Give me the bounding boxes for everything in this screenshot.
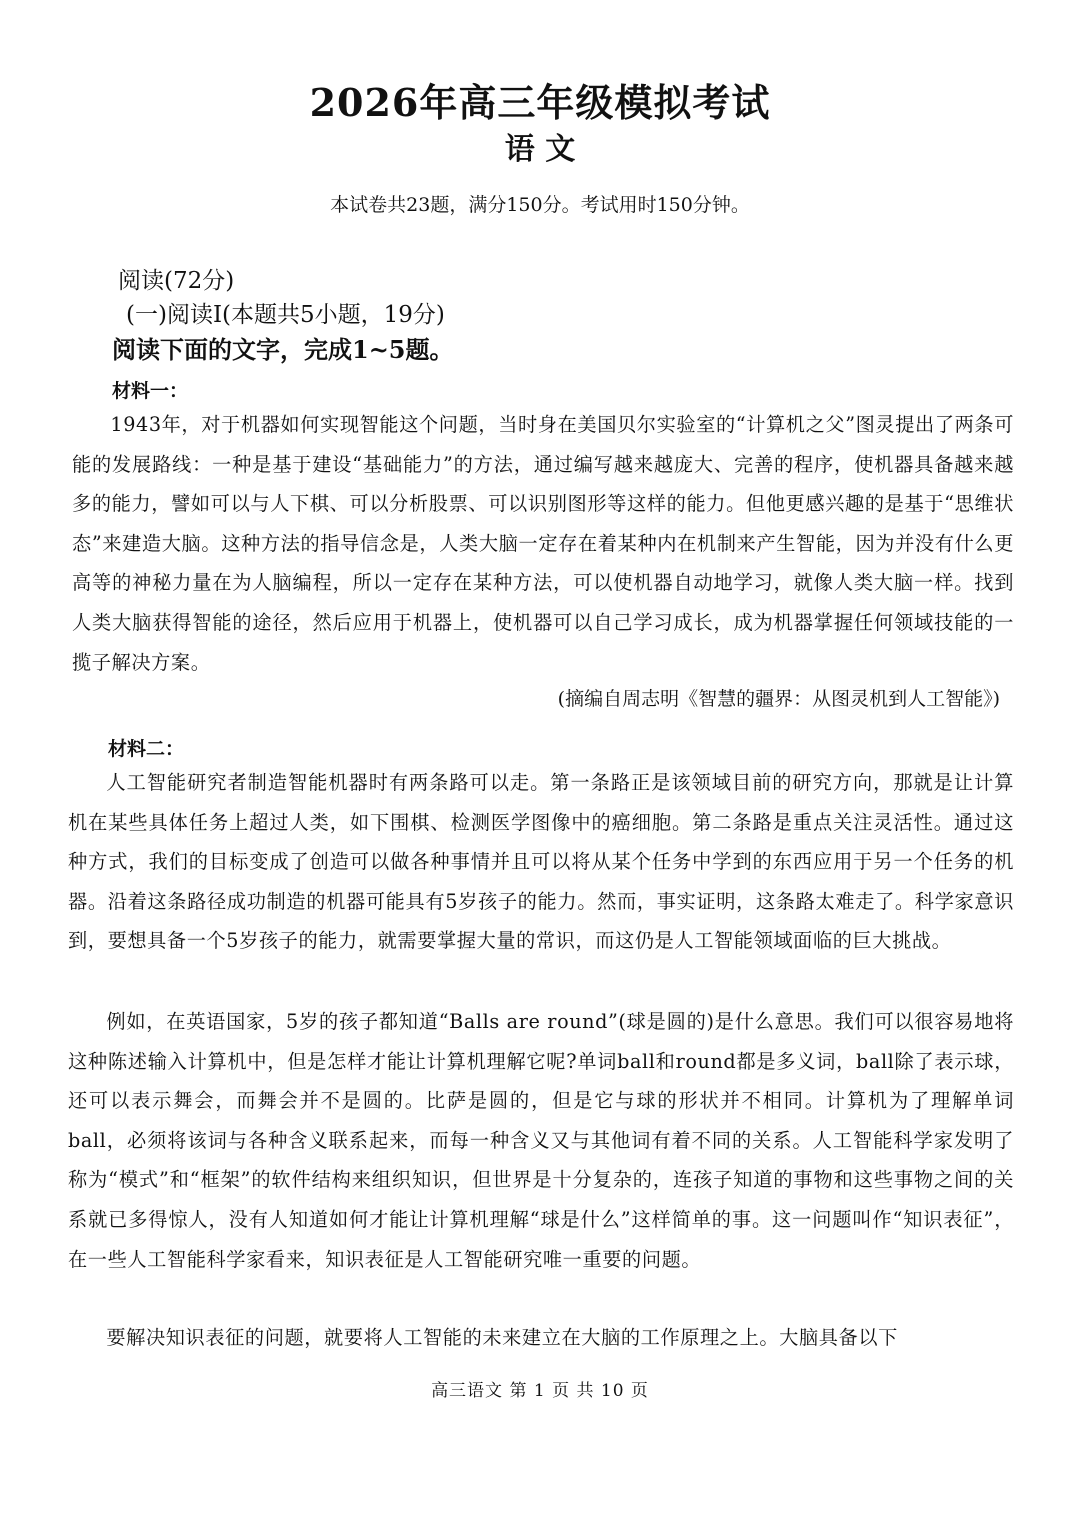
material2-heading: 材料二： [108,738,185,760]
section-reading: 阅读(72分) [118,268,235,294]
material2-paragraph-1: 人工智能研究者制造智能机器时有两条路可以走。第一条路正是该领域目前的研究方向，那就是让计算机在某些具体任务上超过人类，如下围棋、检测医学图像中的癌细胞。第二条路是重点关注灵活性。通过这种方式，我们的目标变成了创造可以做各种事情并且可以将从某个任务中学到的东西应用于另一个任务的机器。沿着这条路径成功制造的机器可能具有5岁孩子的能力。然而，事实证明，这条路太难走了。科学家意识到，要想具备一个5岁孩子的能力，就需要掌握大量的常识，而这仍是人工智能领域面临的巨大挑战。 [68,771,1014,953]
section-reading-one: (一)阅读Ⅰ(本题共5小题，19分) [126,302,445,328]
page-footer: 高三语文 第 1 页 共 10 页 [431,1381,649,1401]
exam-note: 本试卷共23题，满分150分。考试用时150分钟。 [330,194,750,216]
material1-heading: 材料一： [112,380,189,402]
exam-title: 2026年高三年级模拟考试 [309,80,771,125]
material2-paragraph-3: 要解决知识表征的问题，就要将人工智能的未来建立在大脑的工作原理之上。大脑具备以下 [106,1326,898,1349]
exam-subject: 语 文 [504,132,576,167]
material1-source: (摘编自周志明《智慧的疆界：从图灵机到人工智能》) [557,688,1000,710]
material2-paragraph-2: 例如，在英语国家，5岁的孩子都知道“Balls are round”(球是圆的)是什么意思。我们可以很容易地将这种陈述输入计算机中，但是怎样才能让计算机理解它呢?单词ball和round都是多义词，ball除了表示球，还可以表示舞会，而舞会并不是圆的。比萨是圆的，但是它与球的形状并不相同。计算机为了理解单词ball，必须将该词与各种含义联系起来，而每一种含义又与其他词有着不同的关系。人工智能科学家发明了称为“模式”和“框架”的软件结构来组织知识，但世界是十分复杂的，连孩子知道的事物和这些事物之间的关系就已多得惊人，没有人知道如何才能让计算机理解“球是什么”这样简单的事。这一问题叫作“知识表征”，在一些人工智能科学家看来，知识表征是人工智能研究唯一重要的问题。 [68,1010,1014,1271]
reading-instruction: 阅读下面的文字，完成1~5题。 [112,335,454,364]
material1-paragraph: 1943年，对于机器如何实现智能这个问题，当时身在美国贝尔实验室的“计算机之父”图灵提出了两条可能的发展路线：一种是基于建设“基础能力”的方法，通过编写越来越庞大、完善的程序，使机器具备越来越多的能力，譬如可以与人下棋、可以分析股票、可以识别图形等这样的能力。但他更感兴趣的是基于“思维状态”来建造大脑。这种方法的指导信念是，人类大脑一定存在着某种内在机制来产生智能，因为并没有什么更高等的神秘力量在为人脑编程，所以一定存在某种方法，可以使机器自动地学习，就像人类大脑一样。找到人类大脑获得智能的途径，然后应用于机器上，使机器可以自己学习成长，成为机器掌握任何领域技能的一揽子解决方案。 [72,413,1014,674]
